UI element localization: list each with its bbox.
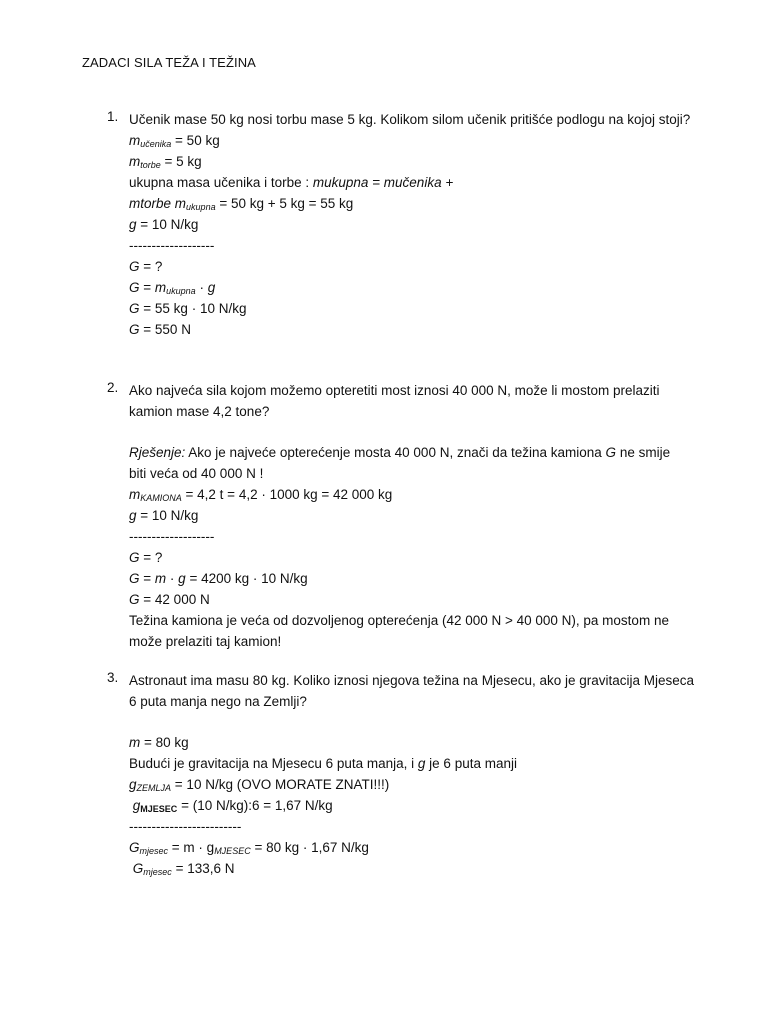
page-title: ZADACI SILA TEŽA I TEŽINA [82, 55, 256, 70]
divider: ------------------- [129, 529, 215, 544]
result-G: G = 42 000 N [129, 592, 210, 607]
unknown-G: G = ? [129, 259, 163, 274]
unknown-G: G = ? [129, 550, 163, 565]
result-G: G = 550 N [129, 322, 191, 337]
solution-intro: Rješenje: Ako je najveće opterećenje mosta 40 000 N, znači da težina kamiona G ne smije [129, 445, 671, 460]
task-number: 2. [107, 380, 119, 395]
task-number: 1. [107, 109, 119, 124]
solution-intro-2: biti veća od 40 000 N ! [129, 466, 264, 481]
task-body [129, 380, 704, 652]
reasoning: Budući je gravitacija na Mjesecu 6 puta manja, i g je 6 puta manji [129, 756, 517, 771]
total-mass-calc: mtorbe $m_{ukupna} = 50$ kg + 5 kg = 55 kg [129, 196, 354, 212]
task-question: Astronaut ima masu 80 kg. Koliko iznosi njegova težina na Mjesecu, ako je gravitacija Mjeseca 6 puta manja nego na Zemlji? [129, 673, 695, 709]
calc-G: G = 55 kg · 10 N/kg [129, 301, 247, 316]
formula-G: $G_{mjesec} = m \cdot g_{MJESEC} = 80$ kg · 1,67 N/kg [129, 840, 369, 856]
task-question: Ako najveća sila kojom možemo opteretiti most iznosi 40 000 N, može li mostom prelaziti kamion mase 4,2 tone? [129, 383, 660, 419]
result-G: $G_{mjesec} = 133,6$ N [132, 861, 235, 877]
total-mass-text: ukupna masa učenika i torbe : mukupna = mučenika + [129, 175, 454, 190]
given-g: g = 10 N/kg [129, 217, 199, 232]
task-question: Učenik mase 50 kg nosi torbu mase 5 kg. Kolikom silom učenik pritišće podlogu na kojoj stoji? [129, 112, 691, 127]
given-mass-bag: $m_{torbe} = 5$ kg [129, 154, 202, 170]
given-g: g = 10 N/kg [129, 508, 199, 523]
conclusion-1: Težina kamiona je veća od dozvoljenog opterećenja (42 000 N > 40 000 N), pa mostom ne [129, 613, 669, 628]
given-mass-student: $m_{učenika} = 50$ kg [129, 133, 220, 149]
formula-G: $G = m_{ukupna} \cdot g$ [129, 280, 216, 296]
g-moon: $g_{MJESEC} = (10$ N/kg):6 = 1,67 N/kg [132, 798, 333, 814]
task-body [129, 109, 704, 340]
given-mass: m = 80 kg [129, 735, 189, 750]
divider: ------------------- [129, 238, 215, 253]
task-body [129, 670, 704, 879]
formula-G: G = m · g = 4200 kg · 10 N/kg [129, 571, 308, 586]
task-number: 3. [107, 670, 119, 685]
g-earth: $g_{ZEMLJA} = 10$ N/kg (OVO MORATE ZNATI!!!) [129, 777, 390, 793]
divider: ------------------------- [129, 819, 242, 834]
given-mass-truck: $m_{KAMIONA} = 4,2$ t = 4,2 · 1000 kg = 42 000 kg [129, 487, 393, 503]
conclusion-2: može prelaziti taj kamion! [129, 634, 282, 649]
